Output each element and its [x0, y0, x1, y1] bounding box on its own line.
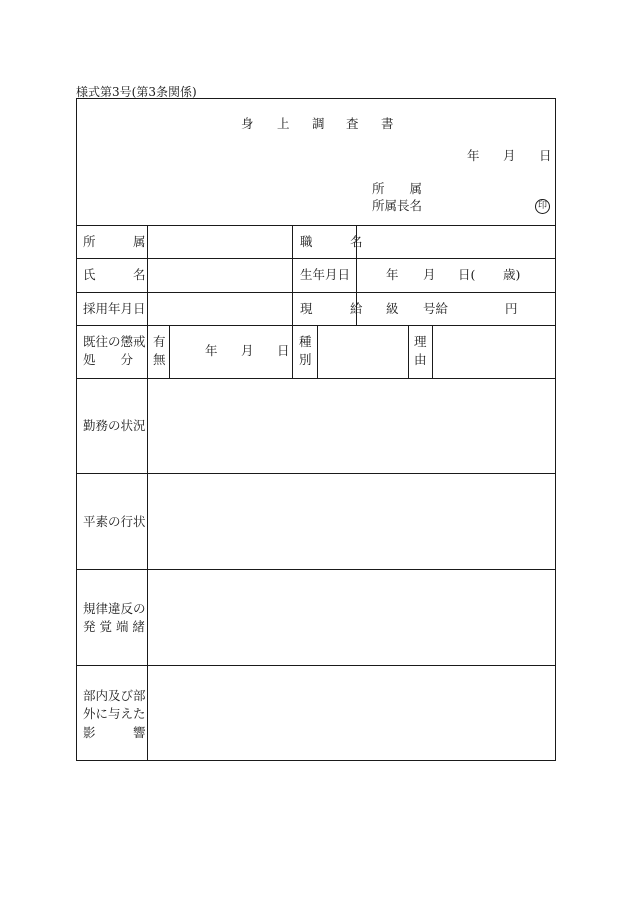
rule	[408, 325, 409, 378]
rule	[432, 325, 433, 378]
header-affiliation: 所 属	[372, 181, 423, 196]
rule	[76, 225, 556, 226]
title-char: 査	[346, 116, 359, 131]
title-char: 上	[277, 116, 290, 131]
rule	[76, 378, 556, 379]
exists-label-no: 無	[153, 352, 166, 367]
reason-label-line2: 由	[414, 352, 427, 367]
salary-label: 現 給	[300, 301, 363, 316]
discipline-day: 日	[277, 343, 290, 358]
hire-date-label: 採用年月日	[83, 301, 146, 316]
name-label: 氏 名	[83, 267, 146, 282]
rule	[147, 225, 148, 761]
rule	[76, 258, 556, 259]
form-table	[76, 98, 556, 761]
rule	[292, 225, 293, 378]
exists-label-yes: 有	[153, 334, 166, 349]
form-number-label: 様式第3号(第3条関係)	[76, 85, 197, 99]
discipline-year: 年	[205, 343, 218, 358]
position-label: 職 名	[300, 234, 363, 249]
birth-label: 生年月日	[300, 267, 351, 282]
violation-label-line2: 発 覚 端 緒	[83, 619, 145, 634]
salary-yen: 円	[505, 301, 518, 316]
type-label-line2: 別	[299, 352, 312, 367]
rule	[76, 569, 556, 570]
discipline-label-line2: 処 分	[83, 352, 134, 367]
rule	[76, 473, 556, 474]
header-affiliation-head: 所属長名	[372, 198, 423, 213]
rule	[169, 325, 170, 378]
rule	[76, 665, 556, 666]
title-char: 書	[381, 116, 394, 131]
salary-step: 号給	[423, 301, 449, 316]
header-date-year: 年	[467, 148, 480, 163]
birth-day: 日(	[458, 267, 476, 282]
rule	[76, 292, 556, 293]
impact-label-line1: 部内及び部	[83, 688, 146, 703]
discipline-month: 月	[241, 343, 254, 358]
impact-label-line3: 影 響	[83, 725, 146, 740]
birth-month: 月	[423, 267, 436, 282]
title-char: 身	[241, 116, 254, 131]
salary-grade: 級	[386, 301, 399, 316]
discipline-label-line1: 既往の懲戒	[83, 334, 146, 349]
birth-age: 歳)	[503, 267, 521, 282]
rule	[317, 325, 318, 378]
birth-year: 年	[386, 267, 399, 282]
header-date-month: 月	[503, 148, 516, 163]
affiliation-label: 所 属	[83, 234, 146, 249]
work-status-label: 勤務の状況	[83, 418, 146, 433]
header-date-day: 日	[539, 148, 552, 163]
seal-mark: 印	[535, 199, 550, 214]
title-char: 調	[312, 116, 325, 131]
reason-label-line1: 理	[414, 334, 427, 349]
impact-label-line2: 外に与えた	[83, 706, 146, 721]
conduct-label: 平素の行状	[83, 514, 146, 529]
violation-label-line1: 規律違反の	[83, 601, 146, 616]
rule	[76, 325, 556, 326]
type-label-line1: 種	[299, 334, 312, 349]
